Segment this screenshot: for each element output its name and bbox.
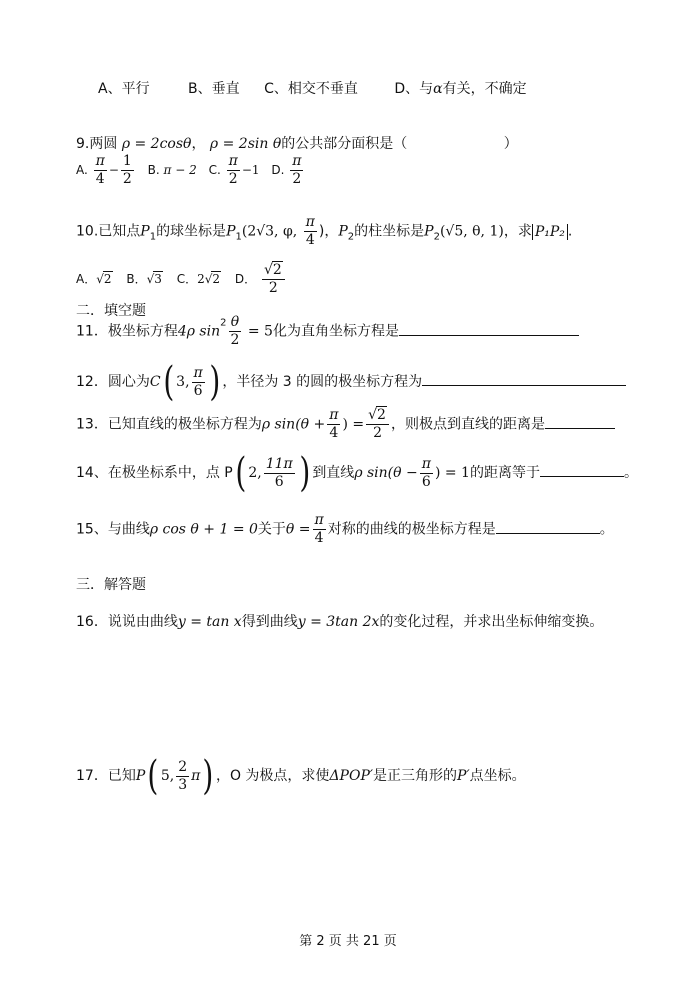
q9-option-a: A. $\frac{\pi}{4}$ − $\frac{1}{2}$	[76, 153, 132, 187]
question-9: 9.两圆 ρ = 2cosθ， ρ = 2sin θ的公共部分面积是（ ）	[76, 136, 518, 152]
q9-eq1: ρ = 2cosθ	[121, 136, 192, 152]
question-16: 16．说说由曲线y = tan x得到曲线y = 3tan 2x的变化过程，并求出坐标伸缩变换。	[76, 614, 604, 630]
q13-answer-blank[interactable]	[545, 414, 615, 429]
q10-option-d: D． $\frac{√2}{2}$	[235, 272, 287, 286]
question-11: 11．极坐标方程4ρ $\sin^2$ $\frac{\theta}{2}$ = 5化为直角坐标方程是	[76, 314, 579, 349]
q9-option-c: C. $\frac{\pi}{2}$ −1	[208, 153, 260, 187]
q10-option-a: A．√2	[76, 272, 112, 286]
question-12: 12．圆心为C( 3, $\frac{\pi}{6}$ ) ，半径为 3 的圆的极坐标方程为	[76, 362, 626, 402]
q9-options	[76, 153, 305, 188]
q10-options	[76, 262, 287, 297]
q10-option-b: B．√3	[126, 272, 162, 286]
q15-answer-blank[interactable]	[496, 519, 600, 534]
q9-eq2: ρ = 2sin θ	[209, 136, 282, 152]
q9-option-b: B. π − 2	[147, 163, 197, 177]
question-10: 10.已知点$P_1$的球坐标是$P_1(2√3$, φ, $\frac{\pi}{4}$ )，$P_2$的柱坐标是$P_2(√5$, θ, 1)，求 P₁P₂ .	[76, 214, 573, 248]
question-17: 17．已知P( 5, $\frac{2}{3}$ π) ，O 为极点，求使ΔPOP′是正三角形的P′点坐标。	[76, 753, 526, 799]
section-fill-in-heading: 二．填空题	[76, 303, 146, 319]
question-15: 15、与曲线ρ cos θ + 1 = 0关于θ = $\frac{\pi}{4}$ 对称的曲线的极坐标方程是 。	[76, 512, 614, 546]
q8-option-d: D、与α有关，不确定	[394, 81, 527, 97]
question-14: 14、在极坐标系中，点 P( 2, $\frac{11\pi}{6}$ ) 到直线ρ sin(θ − $\frac{\pi}{6}$ ) = 1的距离等于 。	[76, 450, 638, 496]
q12-answer-blank[interactable]	[422, 371, 626, 386]
q8-option-a: A、平行	[98, 81, 150, 97]
q10-option-c: C．2√2	[176, 272, 221, 286]
q11-answer-blank[interactable]	[399, 321, 579, 336]
page-footer: 第 2 页 共 21 页	[299, 934, 397, 949]
question-13: 13．已知直线的极坐标方程为ρ sin(θ + $\frac{\pi}{4}$ ) = $\frac{√2}{2}$ ，则极点到直线的距离是	[76, 407, 615, 442]
q8-option-b: B、垂直	[188, 81, 240, 97]
q8-options	[98, 78, 527, 98]
q14-answer-blank[interactable]	[540, 462, 624, 477]
section-answer-heading: 三．解答题	[76, 577, 146, 593]
q9-option-d: D. $\frac{\pi}{2}$	[271, 153, 302, 187]
q8-option-c: C、相交不垂直	[264, 81, 358, 97]
